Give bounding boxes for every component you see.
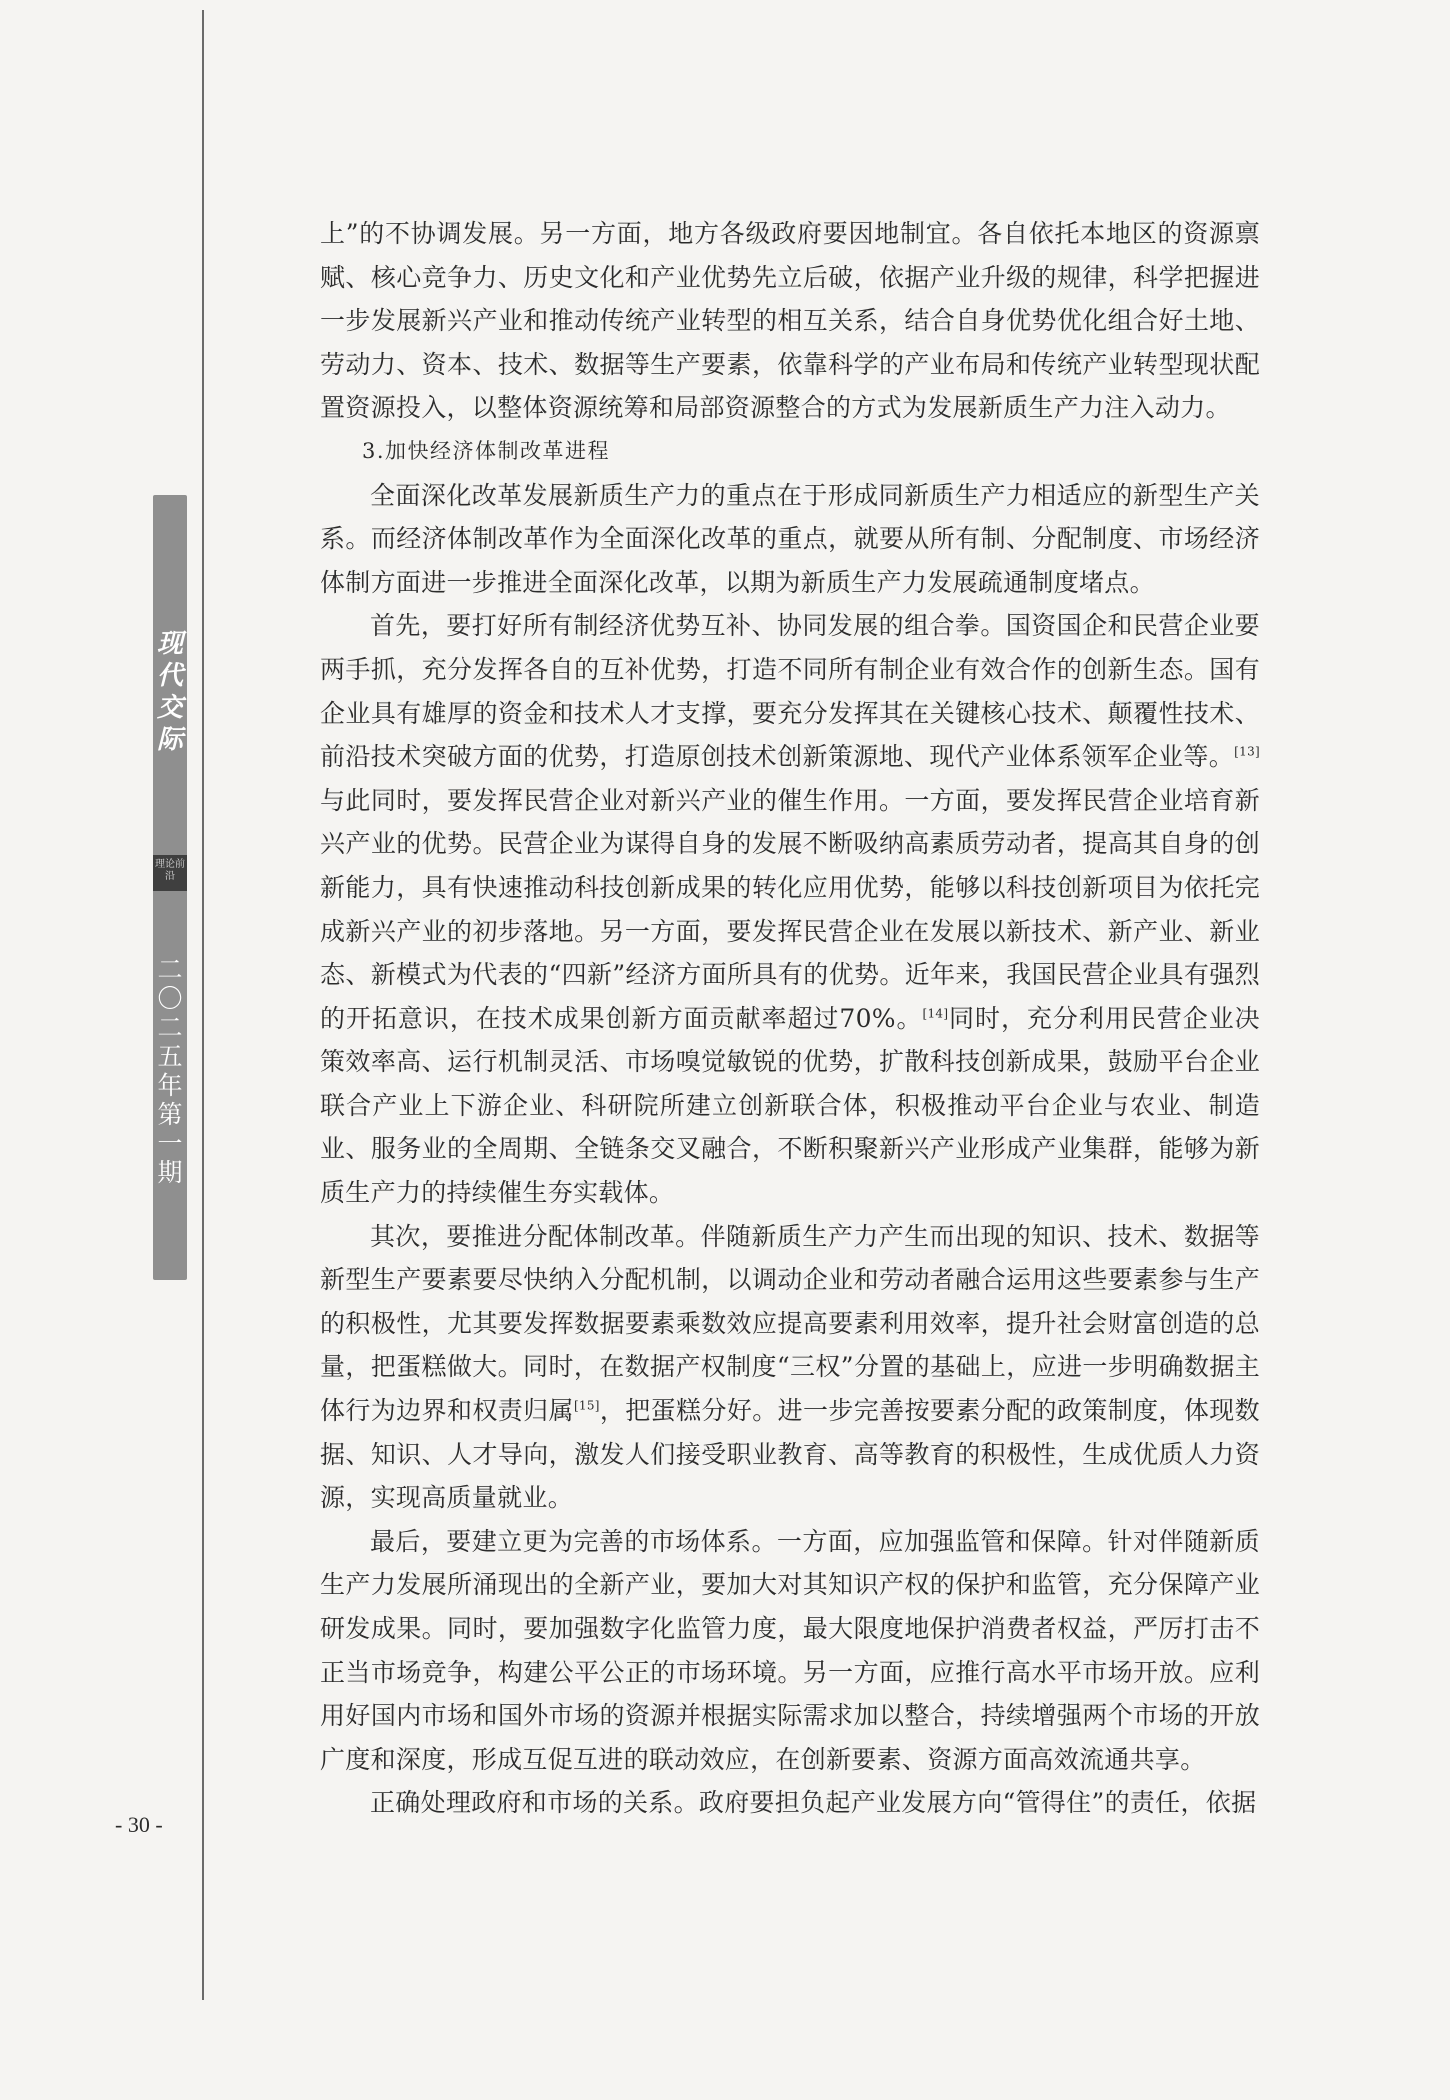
paragraph bbox=[320, 1215, 1260, 1520]
journal-name: 现代交际 bbox=[156, 629, 183, 755]
paragraph: 最后，要建立更为完善的市场体系。一方面，应加强监管和保障。针对伴随新质生产力发展所涌现出的全新产业，要加大对其知识产权的保护和监管，充分保障产业研发成果。同时，要加强数字化监管力度，最大限度地保护消费者权益，严厉打击不正当市场竞争，构建公平公正的市场环境。另一方面，应推行高水平市场开放。应利用好国内市场和国外市场的资源并根据实际需求加以整合，持续增强两个市场的开放广度和深度，形成互促互进的联动效应，在创新要素、资源方面高效流通共享。 bbox=[320, 1526, 1260, 1774]
paragraph-text: 其次，要推进分配体制改革。伴随新质生产力产生而出现的知识、技术、数据等新型生产要素要尽快纳入分配机制，以调动企业和劳动者融合运用这些要素参与生产的积极性，尤其要发挥数据要素乘数效应提高要素利用效率，提升社会财富创造的总量，把蛋糕做大。同时，在数据产权制度“三权”分置的基础上，应进一步明确数据主体行为边界和权责归属 bbox=[320, 1221, 1260, 1426]
margin-rule bbox=[202, 10, 204, 2000]
citation-14: [14] bbox=[922, 1006, 949, 1021]
citation-15: [15] bbox=[573, 1398, 600, 1413]
paragraph: 上”的不协调发展。另一方面，地方各级政府要因地制宜。各自依托本地区的资源禀赋、核心竞争力、历史文化和产业优势先立后破，依据产业升级的规律，科学把握进一步发展新兴产业和推动传统产业转型的相互关系，结合自身优势优化组合好土地、劳动力、资本、技术、数据等生产要素，依靠科学的产业布局和传统产业转型现状配置资源投入，以整体资源统筹和局部资源整合的方式为发展新质生产力注入动力。 bbox=[320, 219, 1260, 423]
column-badge: 理论前沿 bbox=[153, 855, 187, 891]
article-body bbox=[320, 212, 1260, 1825]
section-subheading: 3.加快经济体制改革进程 bbox=[362, 438, 611, 463]
paragraph-text: ，把蛋糕分好。进一步完善按要素分配的政策制度，体现数据、知识、人才导向，激发人们接受职业教育、高等教育的积极性，生成优质人力资源，实现高质量就业。 bbox=[320, 1396, 1260, 1513]
citation-13: [13] bbox=[1234, 744, 1260, 759]
issue-label: 二〇二五年第一期 bbox=[157, 955, 183, 1187]
paragraph bbox=[320, 604, 1260, 1214]
page-number: - 30 - bbox=[115, 1812, 163, 1837]
paragraph: 正确处理政府和市场的关系。政府要担负起产业发展方向“管得住”的责任，依据 bbox=[370, 1788, 1257, 1818]
paragraph-text: 同时，充分利用民营企业决策效率高、运行机制灵活、市场嗅觉敏锐的优势，扩散科技创新成果，鼓励平台企业联合产业上下游企业、科研院所建立创新联合体，积极推动平台企业与农业、制造业、服务业的全周期、全链条交叉融合，不断积聚新兴产业形成产业集群，能够为新质生产力的持续催生夯实载体。 bbox=[320, 1003, 1260, 1208]
paragraph-text: 首先，要打好所有制经济优势互补、协同发展的组合拳。国资国企和民营企业要两手抓，充分发挥各自的互补优势，打造不同所有制企业有效合作的创新生态。国有企业具有雄厚的资金和技术人才支撑，要充分发挥其在关键核心技术、颠覆性技术、前沿技术突破方面的优势，打造原创技术创新策源地、现代产业体系领军企业等。 bbox=[320, 611, 1260, 772]
paragraph-text: 与此同时，要发挥民营企业对新兴产业的催生作用。一方面，要发挥民营企业培育新兴产业的优势。民营企业为谋得自身的发展不断吸纳高素质劳动者，提高其自身的创新能力，具有快速推动科技创新成果的转化应用优势，能够以科技创新项目为依托完成新兴产业的初步落地。另一方面，要发挥民营企业在发展以新技术、新产业、新业态、新模式为代表的“四新”经济方面所具有的优势。近年来，我国民营企业具有强烈的开拓意识，在技术成果创新方面贡献率超过70%。 bbox=[320, 785, 1260, 1033]
paragraph: 全面深化改革发展新质生产力的重点在于形成同新质生产力相适应的新型生产关系。而经济体制改革作为全面深化改革的重点，就要从所有制、分配制度、市场经济体制方面进一步推进全面深化改革，以期为新质生产力发展疏通制度堵点。 bbox=[320, 480, 1260, 597]
